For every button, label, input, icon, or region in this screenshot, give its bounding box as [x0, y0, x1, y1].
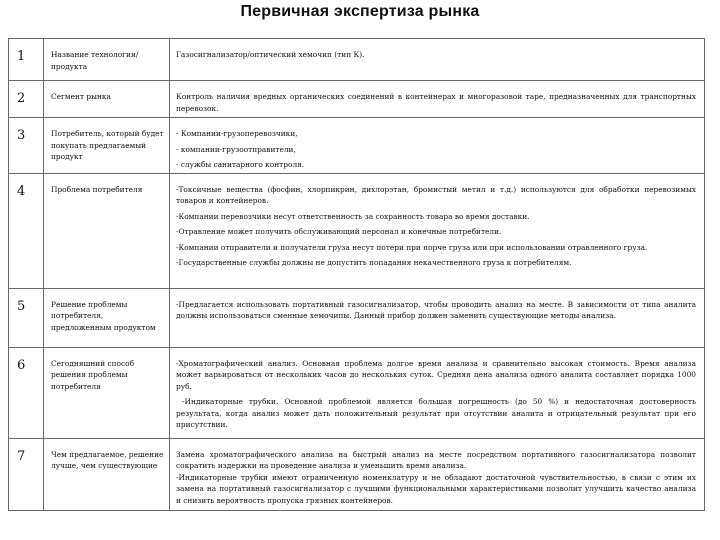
content-line: -Предлагается использовать портативный газосигнализатор, чтобы проводить анализ на месте. В зависимости от типа аналита должны использоваться сменные хемочипы. Данный прибор должен заменить существующие методы анализа. — [176, 299, 696, 320]
content-line: -Компании перевозчики несут ответственность за сохранность товара во время доставки. — [176, 211, 530, 221]
table-row — [9, 173, 705, 288]
row-content — [170, 39, 705, 81]
table-row — [9, 288, 705, 347]
page-title: Первичная экспертиза рынка — [240, 3, 480, 20]
row-number: 3 — [9, 118, 44, 174]
row-content — [170, 347, 705, 438]
row-label: Проблема потребителя — [44, 173, 170, 288]
table-row — [9, 81, 705, 118]
table-row — [9, 438, 705, 510]
row-content — [170, 81, 705, 118]
row-label: Сегмент рынка — [44, 81, 170, 118]
content-line: -Индикаторные трубки. Основной проблемой является большая погрешность (до 50 %) и недостаточная достоверность результата, когда анализ может дать положительный результат при отсутствии аналита и отрицательный результат при его присутствии. — [176, 397, 696, 429]
row-number: 6 — [9, 347, 44, 438]
content-line: Контроль наличия вредных органических соединений в контейнерах и многоразовой таре, предназначенных для транспортных перевозок. — [176, 92, 696, 113]
row-number: 2 — [9, 81, 44, 118]
market-expertise-table — [8, 38, 705, 511]
content-line: -Компании отправители и получатели груза несут потери при порче груза или при использовании отравленного груза. — [176, 242, 648, 252]
content-line: -Индикаторные трубки имеют ограниченную номенклатуру и не обладают достаточной чувствительностью, в связи с этим их замена на портативный газосигнализатор с лучшими функциональными характеристиками позволит улучшить качество анализа и снизить вероятность пропуска грязных контейнеров. — [176, 472, 696, 505]
content-line: -Токсичные вещества (фосфин, хлорпикрин, дихлорэтан, бромистый метил и т.д.) используются для обработки перевозимых товаров и контейнеров. — [176, 184, 696, 205]
table-row — [9, 347, 705, 438]
row-content — [170, 438, 705, 510]
row-number: 5 — [9, 288, 44, 347]
row-label: Сегодняшний способ решения проблемы потребителя — [44, 347, 170, 438]
row-number: 7 — [9, 438, 44, 510]
content-line: -Отравление может получить обслуживающий персонал и конечные потребители. — [176, 227, 502, 236]
content-line: - Компании-грузоперевозчики, — [176, 129, 298, 138]
row-content — [170, 288, 705, 347]
content-line: - службы санитарного контроля. — [176, 160, 305, 169]
table-row — [9, 118, 705, 174]
row-number: 4 — [9, 173, 44, 288]
row-label: Чем предлагаемое, решение лучше, чем существующие — [44, 438, 170, 510]
row-label: Решение проблемы потребителя, предложенным продуктом — [44, 288, 170, 347]
table-row — [9, 39, 705, 81]
row-number: 1 — [9, 39, 44, 81]
content-line: Газосигнализатор/оптический хемочип (тип К). — [176, 50, 365, 59]
content-line: -Хроматографический анализ. Основная проблема долгое время анализа и сравнительно высокая стоимость. Время анализа может варьироваться от нескольких часов до нескольких суток. Средняя цена анализа одного аналита составляет порядка 1000 руб. — [176, 358, 696, 391]
row-label: Потребитель, который будет покупать предлагаемый продукт — [44, 118, 170, 174]
content-line: -Государственные службы должны не допустить попадания некачественного груза к потребителям. — [176, 258, 572, 267]
row-content — [170, 118, 705, 174]
content-line: - компании-грузоотправители, — [176, 144, 296, 154]
row-content — [170, 173, 705, 288]
content-line: Замена хроматографического анализа на быстрый анализ на месте посредством портативного газосигнализатора позволит сократить издержки на проведение анализа и уменьшить время анализа. — [176, 449, 696, 470]
row-label: Название технологии/продукта — [44, 39, 170, 81]
